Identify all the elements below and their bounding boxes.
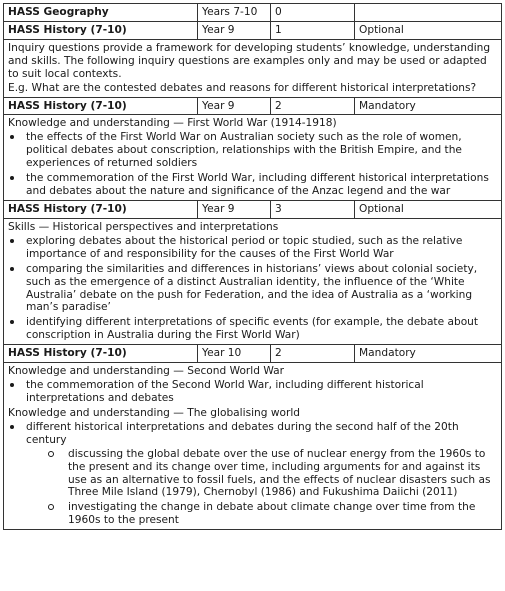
list-item: the commemoration of the First World War, including different historical interpretations and debates about the nature and significance of the Anzac legend and the war — [8, 172, 497, 198]
section-heading: Knowledge and understanding — Second World War — [8, 365, 284, 378]
number-cell: 1 — [271, 21, 355, 39]
subject-cell: HASS History (7-10) — [4, 97, 198, 115]
first-world-war-section — [4, 115, 502, 201]
list-item: identifying different interpretations of specific events (for example, the debate about conscription in Australia during the First World War) — [8, 316, 497, 342]
inquiry-questions-section — [4, 39, 502, 97]
second-world-war-section — [4, 363, 502, 530]
table-row — [4, 345, 502, 363]
content-row — [4, 115, 502, 201]
sub-list-item: discussing the global debate over the use of nuclear energy from the 1960s to the present and its change over time, including arguments for and against its use as an alternative to fossil fuels, and the effects of nuclear disasters such as Three Mile Island (1979), Chernobyl (1986) and Fukushima Daiichi (2011) — [26, 448, 497, 500]
list-item-text: different historical interpretations and debates during the second half of the 20th century — [26, 420, 459, 446]
table-row — [4, 200, 502, 218]
status-cell: Optional — [355, 21, 502, 39]
status-cell: Mandatory — [355, 345, 502, 363]
subject-cell: HASS History (7-10) — [4, 21, 198, 39]
number-cell: 2 — [271, 97, 355, 115]
content-row — [4, 363, 502, 530]
number-cell: 3 — [271, 200, 355, 218]
section-heading: Knowledge and understanding — First World War (1914-1918) — [8, 117, 337, 130]
year-cell: Year 10 — [198, 345, 271, 363]
year-cell: Year 9 — [198, 21, 271, 39]
subject-cell: HASS Geography — [4, 4, 198, 22]
list-item: comparing the similarities and differences in historians’ views about colonial society, such as the emergence of a distinct Australian identity, the influence of the ‘White Australia’ debate on the push for Federation, and the idea of Australia as a ‘working man’s paradise’ — [8, 263, 497, 315]
table-row — [4, 97, 502, 115]
year-cell: Year 9 — [198, 97, 271, 115]
list-item: exploring debates about the historical period or topic studied, such as the relative importance of and responsibility for the causes of the First World War — [8, 235, 497, 261]
list-item: the effects of the First World War on Australian society such as the role of women, political debates about conscription, relationships with the British Empire, and the experiences of returned soldiers — [8, 131, 497, 170]
section-heading: Knowledge and understanding — The globalising world — [8, 406, 301, 419]
year-cell: Years 7-10 — [198, 4, 271, 22]
content-row — [4, 218, 502, 344]
number-cell: 2 — [271, 345, 355, 363]
section-heading: Skills — Historical perspectives and interpretations — [8, 220, 279, 233]
intro-paragraph: Inquiry questions provide a framework for developing students’ knowledge, understanding and skills. The following inquiry questions are examples only and may be used or adapted to suit local contexts. — [8, 41, 491, 80]
subject-cell: HASS History (7-10) — [4, 200, 198, 218]
status-cell — [355, 4, 502, 22]
list-item: the commemoration of the Second World War, including different historical interpretations and debates — [8, 379, 497, 405]
status-cell: Mandatory — [355, 97, 502, 115]
historical-perspectives-section — [4, 218, 502, 344]
year-cell: Year 9 — [198, 200, 271, 218]
table-row — [4, 21, 502, 39]
sub-list-item: investigating the change in debate about climate change over time from the 1960s to the present — [26, 501, 497, 527]
table-row — [4, 4, 502, 22]
content-row — [4, 39, 502, 97]
list-item — [8, 421, 497, 527]
curriculum-table — [3, 3, 502, 530]
example-question: E.g. What are the contested debates and reasons for different historical interpretations? — [8, 81, 477, 94]
status-cell: Optional — [355, 200, 502, 218]
subject-cell: HASS History (7-10) — [4, 345, 198, 363]
number-cell: 0 — [271, 4, 355, 22]
